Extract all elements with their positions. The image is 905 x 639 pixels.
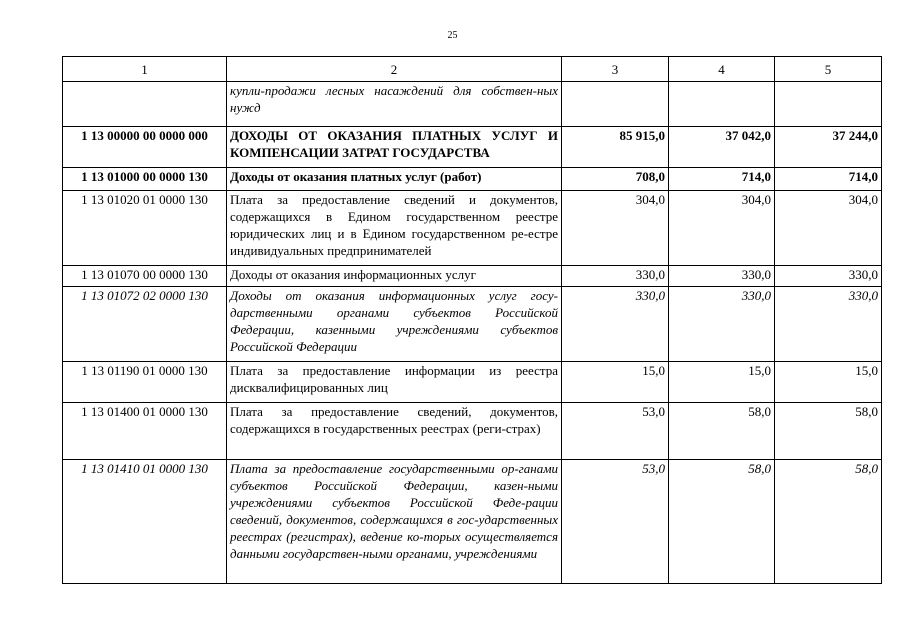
row-code: 1 13 01410 01 0000 130	[63, 460, 227, 584]
row-code	[63, 82, 227, 127]
row-value-col5: 714,0	[775, 168, 882, 191]
table-row	[63, 127, 882, 168]
column-header-4: 4	[669, 57, 775, 82]
row-value-col4: 58,0	[669, 460, 775, 584]
row-value-col5: 37 244,0	[775, 127, 882, 168]
table-row	[63, 287, 882, 362]
row-name: Доходы от оказания информационных услуг	[227, 266, 562, 287]
column-header-5: 5	[775, 57, 882, 82]
row-value-col3: 304,0	[562, 191, 669, 266]
row-code: 1 13 01000 00 0000 130	[63, 168, 227, 191]
row-name: купли-продажи лесных насаждений для собствен-ных нужд	[227, 82, 562, 127]
row-value-col5: 304,0	[775, 191, 882, 266]
row-value-col4	[669, 82, 775, 127]
row-value-col3: 330,0	[562, 287, 669, 362]
row-name: Плата за предоставление информации из реестра дисквалифицированных лиц	[227, 362, 562, 403]
table-row	[63, 403, 882, 460]
row-code: 1 13 01070 00 0000 130	[63, 266, 227, 287]
table-row	[63, 362, 882, 403]
row-value-col3: 53,0	[562, 460, 669, 584]
table-row	[63, 168, 882, 191]
row-value-col4: 714,0	[669, 168, 775, 191]
table-row	[63, 191, 882, 266]
row-code: 1 13 01190 01 0000 130	[63, 362, 227, 403]
row-code: 1 13 00000 00 0000 000	[63, 127, 227, 168]
row-value-col4: 15,0	[669, 362, 775, 403]
row-value-col3	[562, 82, 669, 127]
row-value-col3: 708,0	[562, 168, 669, 191]
row-code: 1 13 01400 01 0000 130	[63, 403, 227, 460]
table-row	[63, 82, 882, 127]
column-header-3: 3	[562, 57, 669, 82]
row-value-col5: 58,0	[775, 403, 882, 460]
row-value-col5: 58,0	[775, 460, 882, 584]
page-number: 25	[447, 30, 458, 41]
row-value-col5: 330,0	[775, 287, 882, 362]
row-value-col5: 330,0	[775, 266, 882, 287]
row-value-col5	[775, 82, 882, 127]
row-value-col5: 15,0	[775, 362, 882, 403]
row-name: Плата за предоставление государственными ор-ганами субъектов Российской Федерации, казен-ными учреждениями субъектов Российской Феде-рации сведений, документов, содержащихся в гос-ударственных реестрах (регистрах), ведение ко-торых осуществляется данными государствен-ными органами, учреждениями	[227, 460, 562, 584]
column-header-1: 1	[63, 57, 227, 82]
table-row	[63, 266, 882, 287]
row-value-col3: 330,0	[562, 266, 669, 287]
row-value-col4: 330,0	[669, 266, 775, 287]
row-name: Плата за предоставление сведений и документов, содержащихся в Едином государственном реестре юридических лиц и в Едином государственном ре-естре индивидуальных предпринимателей	[227, 191, 562, 266]
row-name: ДОХОДЫ ОТ ОКАЗАНИЯ ПЛАТНЫХ УСЛУГ И КОМПЕНСАЦИИ ЗАТРАТ ГОСУДАРСТВА	[227, 127, 562, 168]
row-value-col3: 85 915,0	[562, 127, 669, 168]
row-name: Доходы от оказания платных услуг (работ)	[227, 168, 562, 191]
row-value-col4: 37 042,0	[669, 127, 775, 168]
column-header-2: 2	[227, 57, 562, 82]
row-name: Доходы от оказания информационных услуг госу-дарственными органами субъектов Российской Федерации, казенными учреждениями субъектов Российской Федерации	[227, 287, 562, 362]
row-value-col4: 330,0	[669, 287, 775, 362]
table-row	[63, 460, 882, 584]
row-value-col3: 53,0	[562, 403, 669, 460]
row-code: 1 13 01072 02 0000 130	[63, 287, 227, 362]
budget-revenue-table	[62, 56, 882, 584]
row-value-col3: 15,0	[562, 362, 669, 403]
table-header-row	[63, 57, 882, 82]
row-value-col4: 304,0	[669, 191, 775, 266]
row-name: Плата за предоставление сведений, документов, содержащихся в государственных реестрах (реги-страх)	[227, 403, 562, 460]
row-value-col4: 58,0	[669, 403, 775, 460]
row-code: 1 13 01020 01 0000 130	[63, 191, 227, 266]
